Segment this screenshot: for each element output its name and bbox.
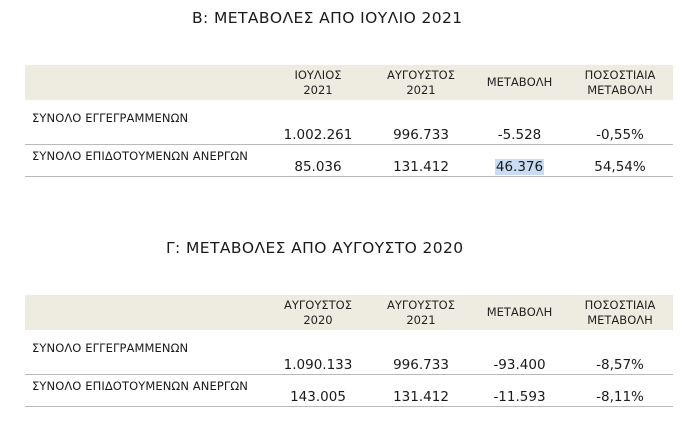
cell-change: -93.400	[493, 356, 546, 373]
selected-text-highlight[interactable]: 46.376	[495, 158, 544, 175]
row-label: ΣΥΝΟΛΟ ΕΠΙΔΟΤΟΥΜΕΝΩΝ ΑΝΕΡΓΩΝ	[32, 378, 248, 393]
header-change: ΜΕΤΑΒΟΛΗ	[486, 305, 553, 319]
table-row	[25, 330, 673, 374]
cell-change: -5.528	[497, 126, 542, 143]
header-period-end: ΑΥΓΟΥΣΤΟΣ 2021	[387, 67, 455, 97]
header-label-column	[25, 65, 266, 100]
cell-percent-change: -8,57%	[596, 356, 644, 373]
table-row	[25, 144, 673, 176]
header-period-end: ΑΥΓΟΥΣΤΟΣ 2021	[387, 297, 455, 327]
cell-period-start: 1.090.133	[283, 356, 353, 373]
changes-table-august-2020	[25, 295, 673, 407]
table-header-row	[25, 65, 673, 100]
header-percent-change: ΠΟΣΟΣΤΙΑΙΑ ΜΕΤΑΒΟΛΗ	[584, 297, 656, 327]
cell-percent-change: -0,55%	[596, 126, 644, 143]
cell-percent-change: -8,11%	[596, 388, 644, 405]
row-label: ΣΥΝΟΛΟ ΕΓΓΕΓΡΑΜΜΕΝΩΝ	[32, 111, 189, 125]
cell-period-start: 143.005	[290, 388, 346, 405]
cell-percent-change: 54,54%	[594, 158, 646, 175]
table-row	[25, 100, 673, 144]
header-percent-change: ΠΟΣΟΣΤΙΑΙΑ ΜΕΤΑΒΟΛΗ	[584, 67, 656, 97]
cell-period-start: 85.036	[294, 158, 342, 175]
cell-change: -11.593	[493, 388, 546, 405]
header-period-start: ΑΥΓΟΥΣΤΟΣ 2020	[284, 297, 352, 327]
row-label: ΣΥΝΟΛΟ ΕΓΓΕΓΡΑΜΜΕΝΩΝ	[32, 341, 189, 355]
header-period-start: ΙΟΥΛΙΟΣ 2021	[294, 67, 342, 97]
row-label: ΣΥΝΟΛΟ ΕΠΙΔΟΤΟΥΜΕΝΩΝ ΑΝΕΡΓΩΝ	[32, 148, 248, 163]
cell-period-start: 1.002.261	[283, 126, 353, 143]
header-change: ΜΕΤΑΒΟΛΗ	[486, 75, 553, 89]
cell-period-end: 131.412	[393, 388, 449, 405]
section-title-b: Β: ΜΕΤΑΒΟΛΕΣ ΑΠΟ ΙΟΥΛΙΟ 2021	[192, 9, 463, 27]
changes-table-july-2021	[25, 65, 673, 177]
header-label-column	[25, 295, 266, 330]
cell-period-end: 996.733	[393, 126, 449, 143]
table-header-row	[25, 295, 673, 330]
table-row	[25, 374, 673, 406]
cell-period-end: 131.412	[393, 158, 449, 175]
cell-period-end: 996.733	[393, 356, 449, 373]
section-title-g: Γ: ΜΕΤΑΒΟΛΕΣ ΑΠΟ ΑΥΓΟΥΣΤΟ 2020	[166, 239, 464, 257]
cell-change[interactable]	[472, 144, 567, 176]
